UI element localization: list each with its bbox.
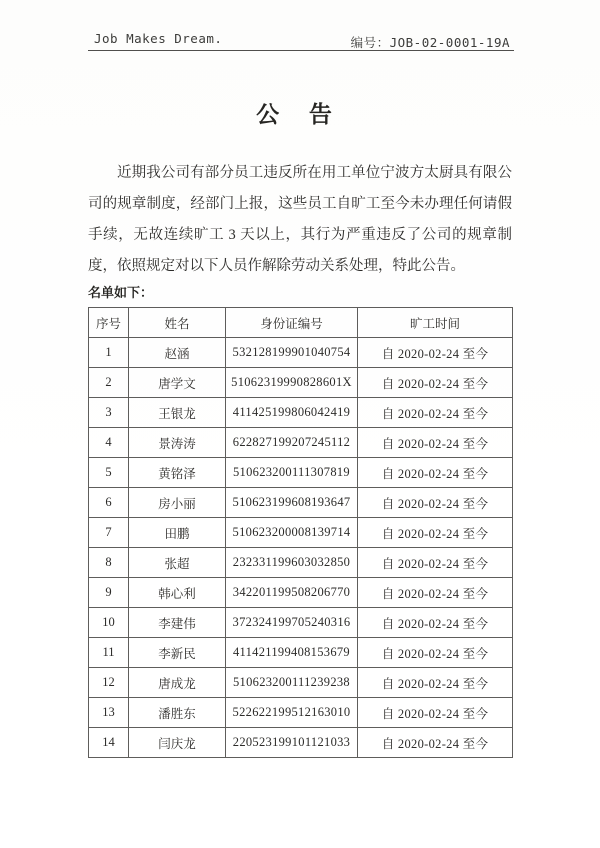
table-row [89, 668, 513, 698]
table-body [89, 338, 513, 758]
table-row [89, 488, 513, 518]
table-row [89, 428, 513, 458]
cell-id-number: 232331199603032850 [226, 548, 358, 578]
cell-index: 9 [89, 578, 129, 608]
cell-name: 景涛涛 [129, 428, 226, 458]
cell-index: 7 [89, 518, 129, 548]
cell-id-number: 411425199806042419 [226, 398, 358, 428]
cell-index: 4 [89, 428, 129, 458]
table-row [89, 548, 513, 578]
cell-index: 5 [89, 458, 129, 488]
table-row [89, 728, 513, 758]
cell-index: 1 [89, 338, 129, 368]
table-row [89, 578, 513, 608]
cell-id-number: 522622199512163010 [226, 698, 358, 728]
cell-id-number: 51062319990828601X [226, 368, 358, 398]
header-slogan: Job Makes Dream. [94, 31, 223, 46]
cell-name: 闫庆龙 [129, 728, 226, 758]
cell-index: 11 [89, 638, 129, 668]
column-header-id-number: 身份证编号 [226, 308, 358, 338]
cell-absence-period: 自 2020-02-24 至今 [358, 518, 513, 548]
cell-absence-period: 自 2020-02-24 至今 [358, 338, 513, 368]
table-row [89, 698, 513, 728]
page-title: 公 告 [256, 102, 344, 127]
header-document-number: 编号：JOB-02-0001-19A [350, 35, 510, 50]
roster-list-label: 名单如下： [88, 285, 154, 300]
cell-name: 李建伟 [129, 608, 226, 638]
cell-id-number: 510623200111307819 [226, 458, 358, 488]
cell-index: 3 [89, 398, 129, 428]
cell-name: 潘胜东 [129, 698, 226, 728]
dismissal-roster-table [88, 307, 513, 758]
cell-index: 8 [89, 548, 129, 578]
cell-name: 唐学文 [129, 368, 226, 398]
cell-id-number: 510623200111239238 [226, 668, 358, 698]
cell-id-number: 510623200008139714 [226, 518, 358, 548]
cell-name: 黄铭泽 [129, 458, 226, 488]
cell-absence-period: 自 2020-02-24 至今 [358, 638, 513, 668]
cell-absence-period: 自 2020-02-24 至今 [358, 668, 513, 698]
cell-index: 2 [89, 368, 129, 398]
cell-name: 房小丽 [129, 488, 226, 518]
cell-name: 唐成龙 [129, 668, 226, 698]
cell-id-number: 532128199901040754 [226, 338, 358, 368]
cell-absence-period: 自 2020-02-24 至今 [358, 548, 513, 578]
cell-name: 李新民 [129, 638, 226, 668]
notice-body-paragraph: 近期我公司有部分员工违反所在用工单位宁波方太厨具有限公司的规章制度，经部门上报，这些员工自旷工至今未办理任何请假手续，无故连续旷工 3 天以上，其行为严重违反了公司的规章制度，依照规定对以下人员作解除劳动关系处理，特此公告。 [88, 165, 512, 274]
cell-name: 赵涵 [129, 338, 226, 368]
cell-absence-period: 自 2020-02-24 至今 [358, 428, 513, 458]
cell-absence-period: 自 2020-02-24 至今 [358, 578, 513, 608]
cell-index: 10 [89, 608, 129, 638]
cell-index: 12 [89, 668, 129, 698]
cell-id-number: 372324199705240316 [226, 608, 358, 638]
table-header-row [89, 308, 513, 338]
cell-name: 韩心利 [129, 578, 226, 608]
cell-absence-period: 自 2020-02-24 至今 [358, 368, 513, 398]
table-row [89, 638, 513, 668]
cell-absence-period: 自 2020-02-24 至今 [358, 488, 513, 518]
table-row [89, 518, 513, 548]
cell-index: 14 [89, 728, 129, 758]
cell-absence-period: 自 2020-02-24 至今 [358, 698, 513, 728]
cell-id-number: 411421199408153679 [226, 638, 358, 668]
cell-index: 13 [89, 698, 129, 728]
column-header-absence-period: 旷工时间 [358, 308, 513, 338]
table-row [89, 608, 513, 638]
cell-absence-period: 自 2020-02-24 至今 [358, 458, 513, 488]
cell-absence-period: 自 2020-02-24 至今 [358, 398, 513, 428]
cell-id-number: 510623199608193647 [226, 488, 358, 518]
column-header-name: 姓名 [129, 308, 226, 338]
cell-name: 王银龙 [129, 398, 226, 428]
table-header [89, 308, 513, 338]
cell-absence-period: 自 2020-02-24 至今 [358, 608, 513, 638]
cell-id-number: 342201199508206770 [226, 578, 358, 608]
table-row [89, 368, 513, 398]
table-row [89, 338, 513, 368]
cell-absence-period: 自 2020-02-24 至今 [358, 728, 513, 758]
header-divider-rule [88, 50, 514, 51]
cell-name: 田鹏 [129, 518, 226, 548]
cell-index: 6 [89, 488, 129, 518]
table-row [89, 458, 513, 488]
table-row [89, 398, 513, 428]
column-header-index: 序号 [89, 308, 129, 338]
cell-id-number: 220523199101121033 [226, 728, 358, 758]
cell-id-number: 622827199207245112 [226, 428, 358, 458]
cell-name: 张超 [129, 548, 226, 578]
